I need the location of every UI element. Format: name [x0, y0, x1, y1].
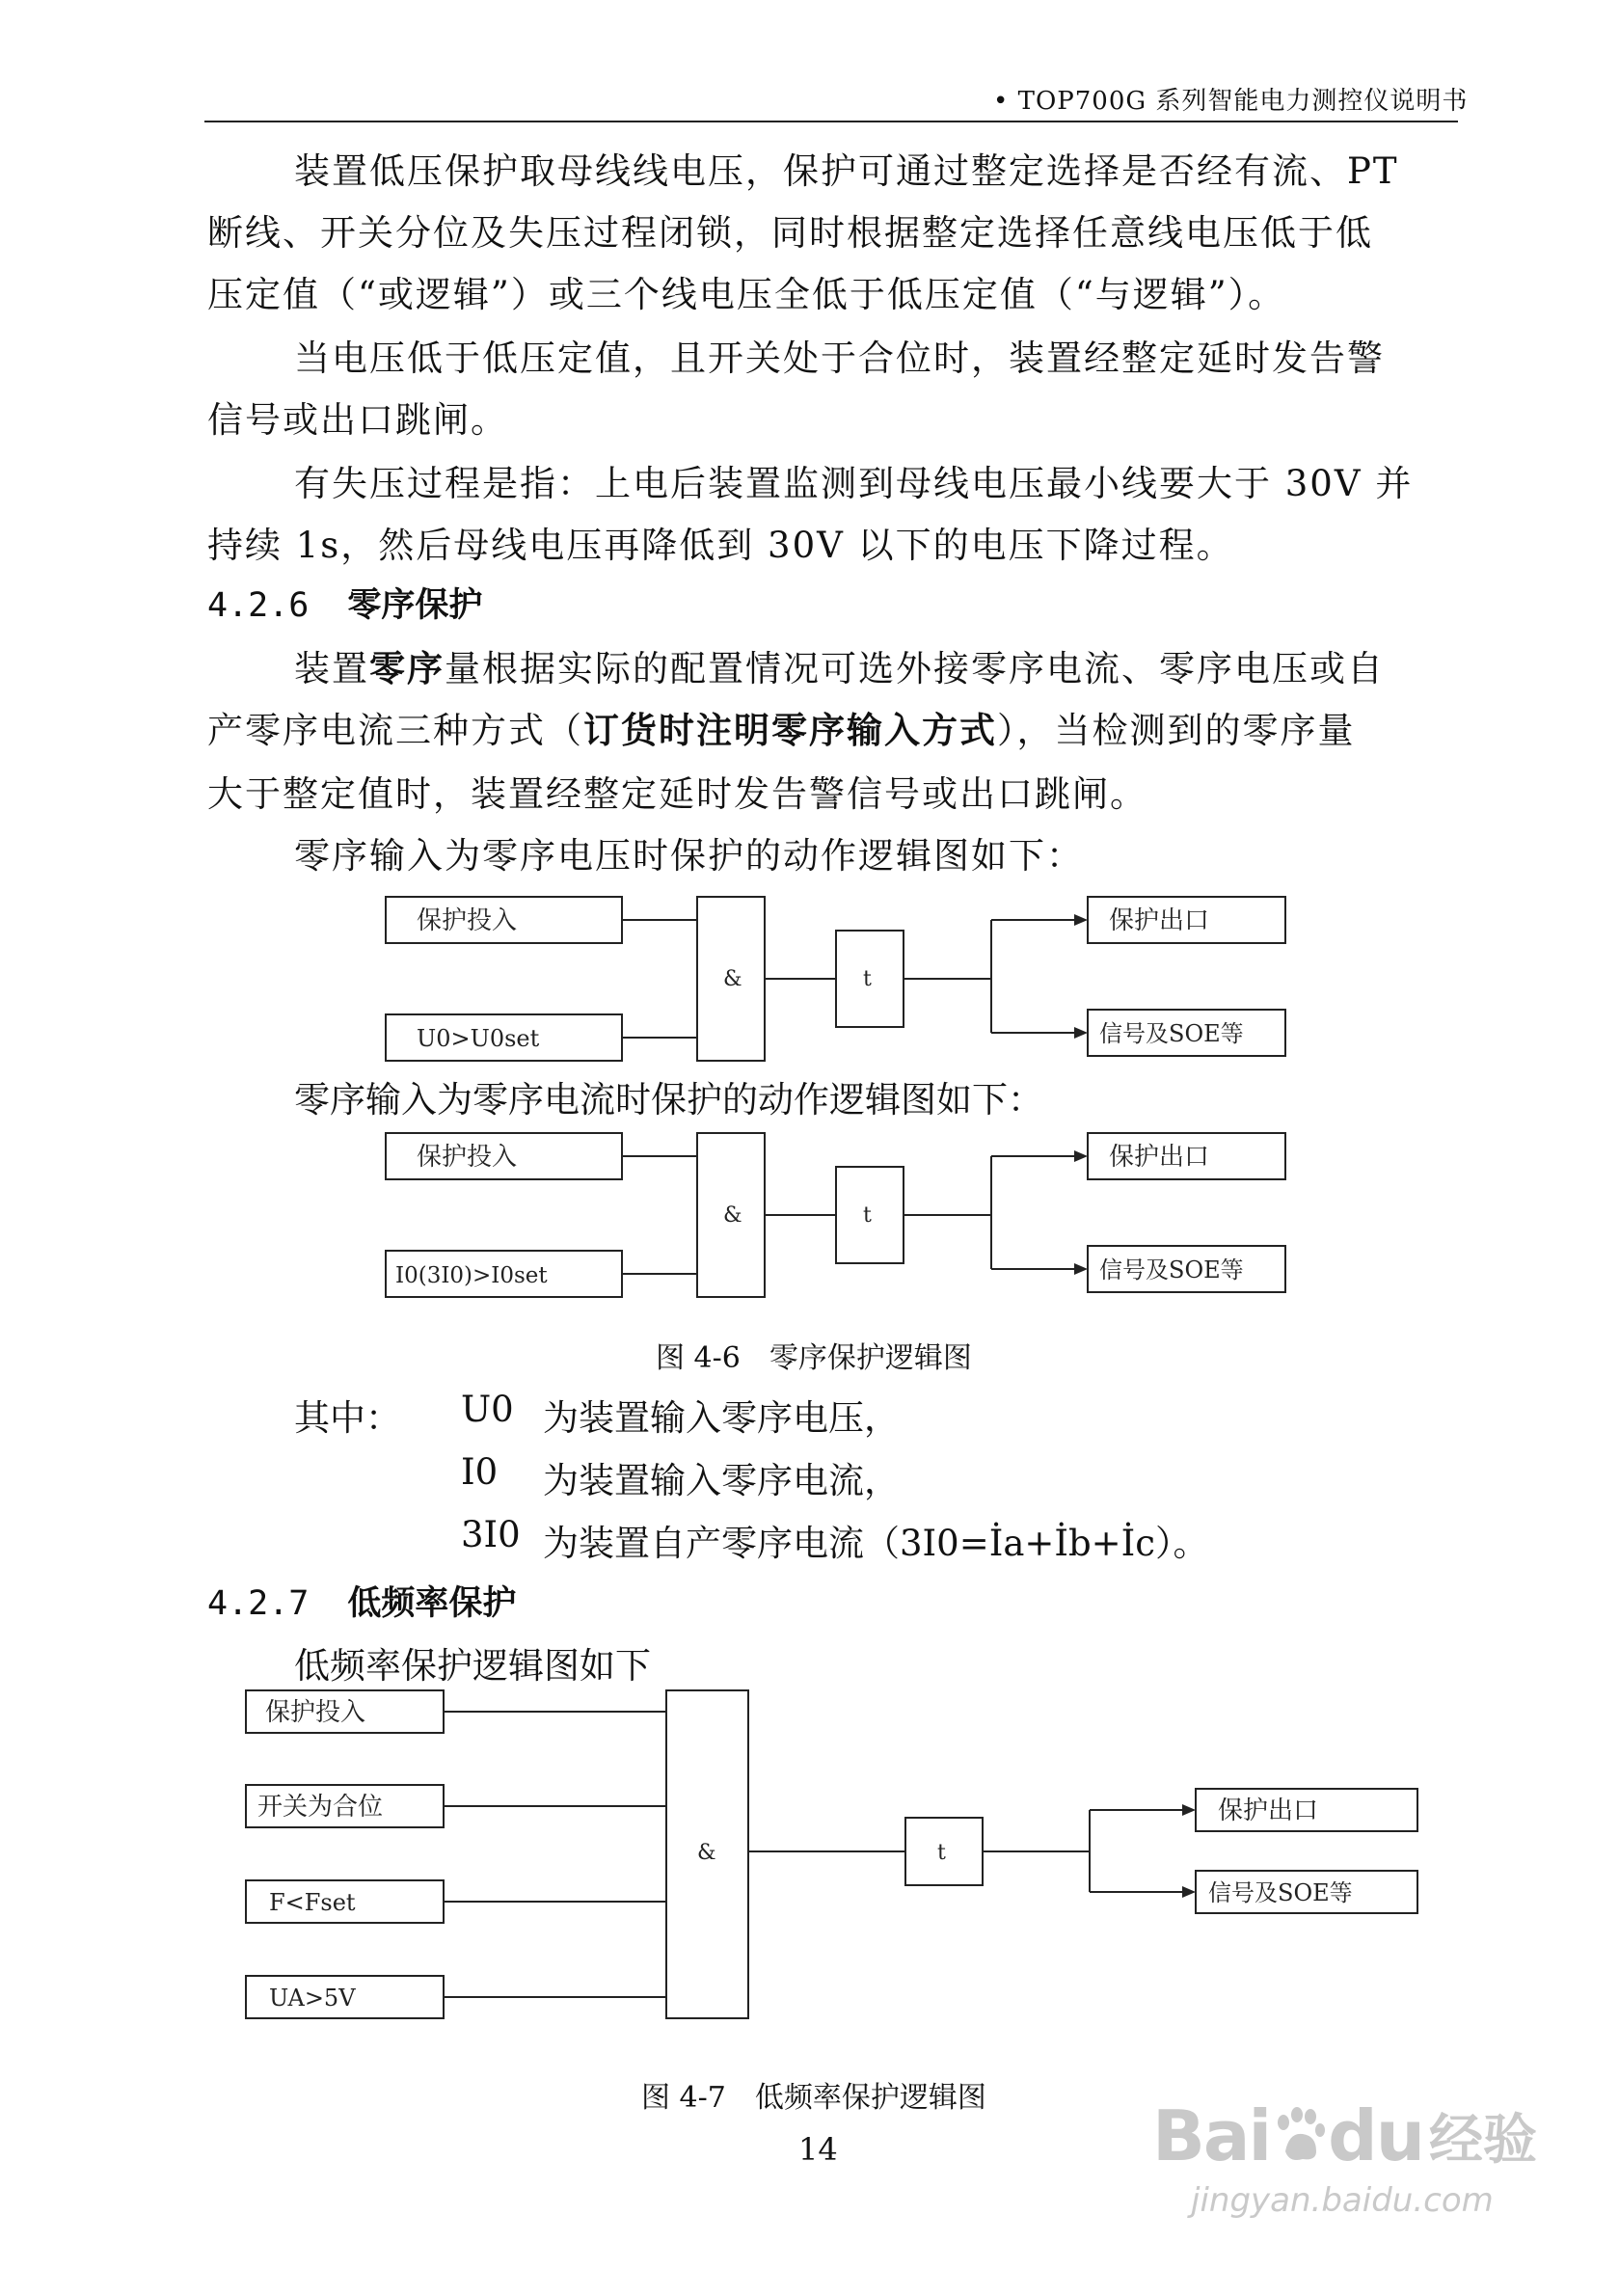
paw-print-icon: [1272, 2105, 1326, 2167]
intro-p3-line2: 持续 1s，然后母线电压再降低到 30V 以下的电压下降过程。: [207, 525, 1234, 566]
intro-p1-line2: 断线、开关分位及失压过程闭锁，同时根据整定选择任意线电压低于低: [207, 212, 1373, 254]
diagram2-timer-label: t: [863, 1203, 872, 1228]
diagram3-timer-label: t: [937, 1841, 946, 1865]
section-426-heading: [207, 579, 482, 627]
intro-p2-line1: 当电压低于低压定值，且开关处于合位时，装置经整定延时发告警: [294, 338, 1385, 379]
zero-seq-current-logic-diagram: [376, 1123, 1302, 1307]
watermark-brand-cn: 经验: [1428, 2109, 1537, 2172]
diagram2-output-1-label: 保护出口: [1109, 1143, 1210, 1172]
def-desc-u0: 为装置输入零序电压，: [543, 1397, 900, 1439]
intro-p1-line3: 压定值（“或逻辑”）或三个线电压全低于低压定值（“与逻辑”）。: [207, 274, 1286, 315]
section-426-number: 4.2.6: [207, 586, 310, 625]
diagram1-input-1-label: 保护投入: [417, 906, 518, 935]
figure-4-7-caption: 图 4-7 低频率保护逻辑图: [641, 2081, 986, 2115]
diagram1-output-2-label: 信号及SOE等: [1099, 1020, 1244, 1047]
s426-intro-voltage: 零序输入为零序电压时保护的动作逻辑图如下：: [294, 835, 1084, 877]
section-427-heading: [207, 1577, 516, 1625]
def-desc-i0: 为装置输入零序电流，: [543, 1460, 900, 1501]
s427-intro: 低频率保护逻辑图如下: [294, 1645, 651, 1687]
where-label: 其中：: [294, 1397, 401, 1439]
watermark-url: jingyan.baidu.com: [1191, 2181, 1494, 2220]
intro-p1-line1: 装置低压保护取母线线电压，保护可通过整定选择是否经有流、PT: [294, 150, 1399, 192]
section-427-number: 4.2.7: [207, 1584, 310, 1623]
diagram2-input-2-label: I0(3I0)>I0set: [395, 1263, 548, 1288]
zero-seq-voltage-logic-diagram: [376, 887, 1302, 1070]
intro-p3-line1: 有失压过程是指：上电后装置监测到母线电压最小线要大于 30V 并: [294, 463, 1414, 504]
figure-4-6-caption: 图 4-6 零序保护逻辑图: [656, 1341, 972, 1375]
page-number: 14: [798, 2131, 838, 2168]
header-divider: [204, 121, 1458, 122]
running-header: • TOP700G 系列智能电力测控仪说明书: [993, 87, 1469, 116]
s426-bold-order-note: 订货时注明零序输入方式: [583, 710, 997, 751]
diagram2-output-2-label: 信号及SOE等: [1099, 1256, 1244, 1283]
diagram1-input-2-label: U0>U0set: [417, 1025, 540, 1052]
diagram2-input-1-label: 保护投入: [417, 1143, 518, 1172]
def-sym-u0: U0: [461, 1389, 514, 1430]
watermark-brand-bai: Bai: [1152, 2095, 1271, 2176]
baidu-jingyan-logo: [1152, 2093, 1537, 2179]
def-sym-i0: I0: [461, 1451, 499, 1493]
diagram3-input-4-label: UA>5V: [269, 1985, 356, 2012]
diagram3-gate-label: &: [697, 1841, 716, 1865]
s426-intro-current: 零序输入为零序电流时保护的动作逻辑图如下：: [294, 1079, 1043, 1121]
diagram3-output-2-label: 信号及SOE等: [1208, 1879, 1353, 1906]
diagram1-output-1-label: 保护出口: [1109, 906, 1210, 935]
diagram3-output-1-label: 保护出口: [1218, 1796, 1319, 1825]
def-sym-3i0: 3I0: [461, 1514, 521, 1555]
watermark-brand-du: du: [1328, 2095, 1423, 2176]
diagram1-timer-label: t: [863, 967, 872, 991]
low-frequency-logic-diagram: [236, 1683, 1451, 2049]
def-desc-3i0: 为装置自产零序电流（3I0=İa+İb+İc）。: [543, 1523, 1209, 1564]
diagram2-gate-label: &: [723, 1203, 742, 1228]
section-427-title: 低频率保护: [347, 1584, 517, 1623]
s426-bold-zero-seq: 零序: [369, 648, 445, 689]
diagram3-input-1-label: 保护投入: [265, 1698, 366, 1727]
intro-p2-line2: 信号或出口跳闸。: [207, 399, 508, 441]
diagram3-input-3-label: F<Fset: [269, 1889, 356, 1916]
s426-p-line2: 产零序电流三种方式（订货时注明零序输入方式），当检测到的零序量: [207, 710, 1356, 751]
s426-p-line3: 大于整定值时，装置经整定延时发告警信号或出口跳闸。: [207, 773, 1147, 815]
section-426-title: 零序保护: [347, 586, 483, 625]
s426-p-line1: 装置零序量根据实际的配置情况可选外接零序电流、零序电压或自: [294, 648, 1385, 689]
diagram1-gate-label: &: [723, 967, 742, 991]
diagram3-input-2-label: 开关为合位: [257, 1793, 384, 1822]
